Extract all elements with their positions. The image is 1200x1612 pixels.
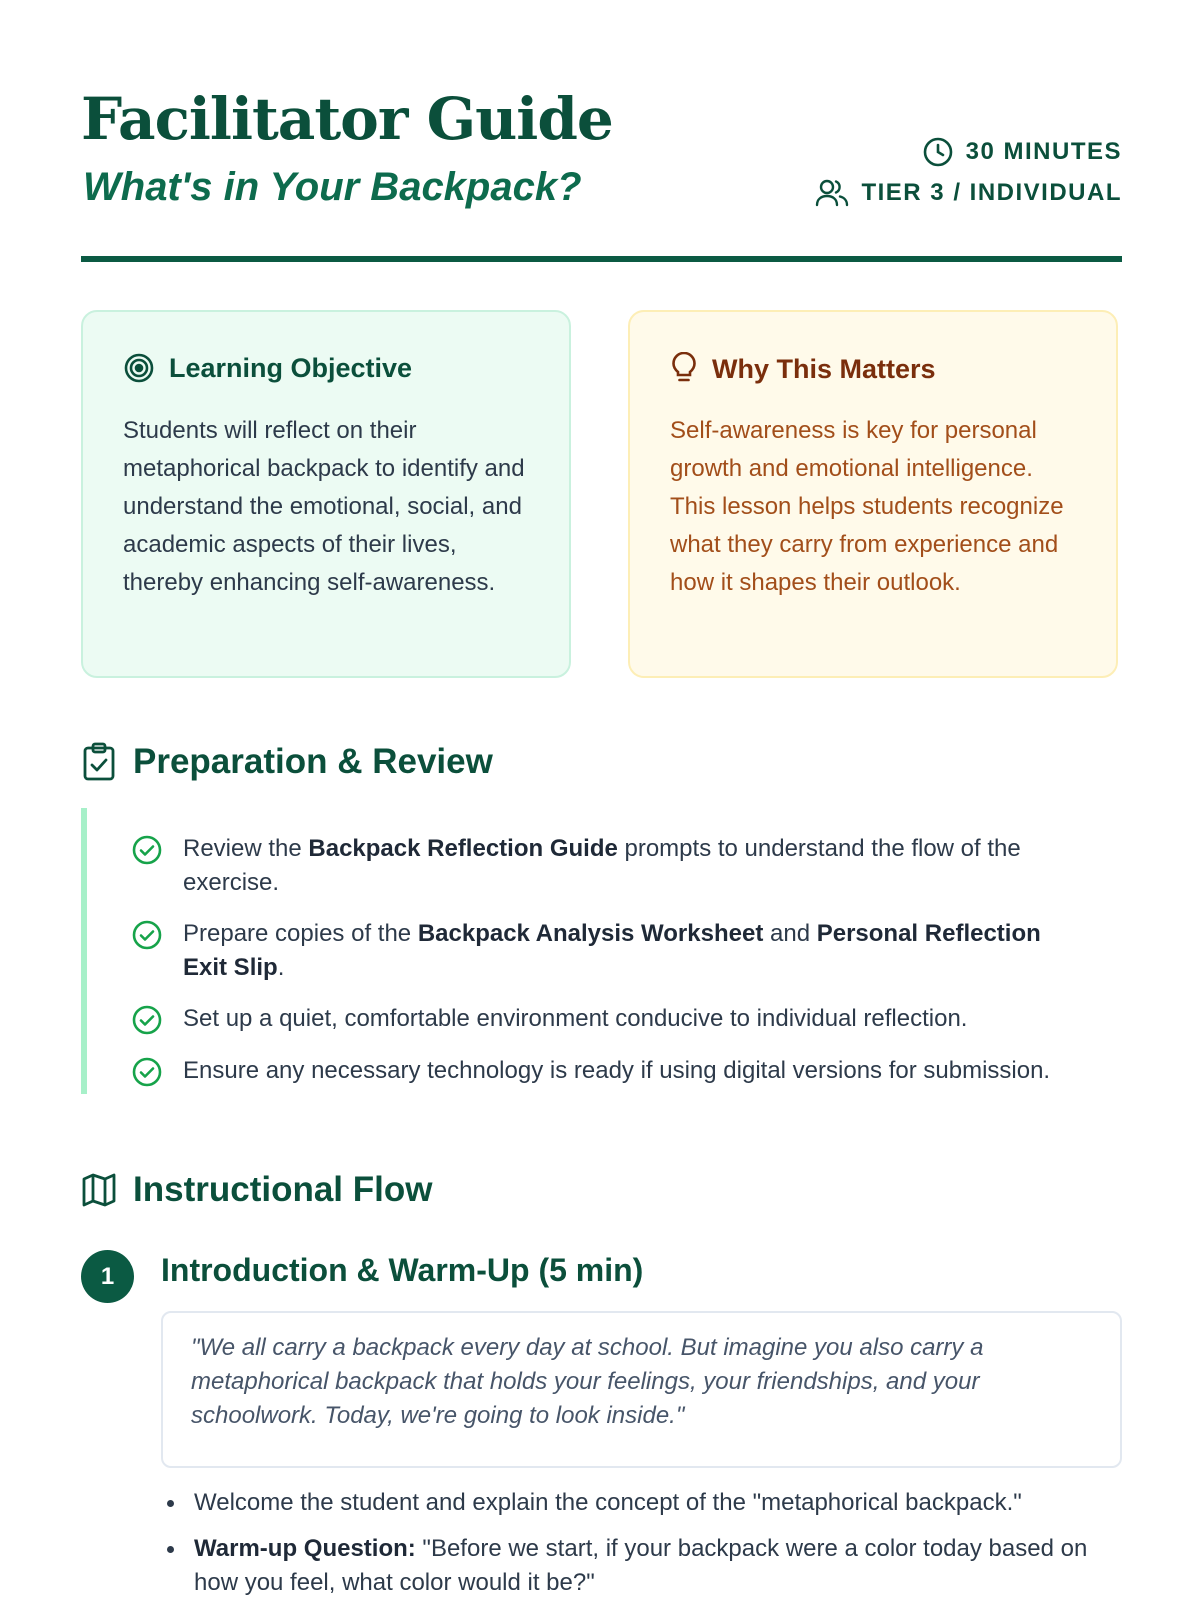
preparation-title: Preparation & Review: [133, 742, 493, 781]
preparation-list: [81, 808, 1107, 1094]
prep-item: Prepare copies of the Backpack Analysis Worksheet and Personal Reflection Exit Slip.: [131, 917, 1083, 985]
check-circle-icon: [131, 1056, 163, 1088]
clock-icon: [922, 136, 954, 168]
resource-name: Personal Reflection Exit Slip: [183, 920, 1041, 981]
list-item: Warm-up Question: "Before we start, if your backpack were a color today based on how you feel, what color would it be?": [161, 1532, 1122, 1600]
clipboard-check-icon: [81, 742, 117, 782]
why-this-matters-title: Why This Matters: [712, 353, 936, 384]
check-circle-icon: [131, 1004, 163, 1036]
why-this-matters-text: Self-awareness is key for personal growth and emotional intelligence. This lesson helps students recognize what they carry from experience and how it shapes their outlook.: [670, 417, 1064, 596]
step-title: Introduction & Warm-Up (5 min): [161, 1252, 644, 1288]
users-icon: [815, 177, 849, 209]
why-this-matters-heading: [670, 352, 936, 386]
check-circle-icon: [131, 834, 163, 866]
list-item: Welcome the student and explain the concept of the "metaphorical backpack.": [161, 1486, 1122, 1520]
instructional-flow-heading: [81, 1170, 432, 1210]
duration-meta: [922, 136, 1122, 168]
target-icon: [123, 352, 155, 384]
script-quote: "We all carry a backpack every day at school. But imagine you also carry a metaphorical backpack that holds your feelings, your friendships, and your schoolwork. Today, we're going to look inside.": [161, 1311, 1122, 1468]
check-circle-icon: [131, 919, 163, 951]
bullet-label: Warm-up Question:: [194, 1535, 416, 1562]
prep-item: Review the Backpack Reflection Guide prompts to understand the flow of the exercise.: [131, 832, 1083, 900]
page-header: [81, 84, 1122, 262]
page-title: Facilitator Guide: [81, 85, 613, 153]
duration-text: 30 MINUTES: [965, 138, 1122, 165]
map-icon: [81, 1172, 117, 1208]
learning-objective-title: Learning Objective: [169, 352, 413, 383]
lesson-subtitle: What's in Your Backpack?: [83, 165, 582, 209]
learning-objective-heading: [123, 352, 412, 384]
tier-meta: [815, 177, 1122, 209]
learning-objective-card: [81, 310, 571, 678]
prep-item: Ensure any necessary technology is ready if using digital versions for submission.: [131, 1054, 1083, 1088]
tier-text: TIER 3 / INDIVIDUAL: [861, 179, 1122, 206]
instructional-flow-title: Instructional Flow: [133, 1170, 433, 1209]
resource-name: Backpack Reflection Guide: [308, 835, 618, 862]
resource-name: Backpack Analysis Worksheet: [417, 920, 764, 947]
lightbulb-icon: [670, 352, 698, 386]
step-bullets: [161, 1486, 1122, 1612]
step-number-badge: 1: [81, 1250, 134, 1303]
why-this-matters-card: [628, 310, 1118, 678]
learning-objective-text: Students will reflect on their metaphorical backpack to identify and understand the emotional, social, and academic aspects of their lives, thereby enhancing self-awareness.: [123, 417, 525, 596]
preparation-heading: [81, 742, 493, 782]
prep-item: Set up a quiet, comfortable environment conducive to individual reflection.: [131, 1002, 1083, 1036]
